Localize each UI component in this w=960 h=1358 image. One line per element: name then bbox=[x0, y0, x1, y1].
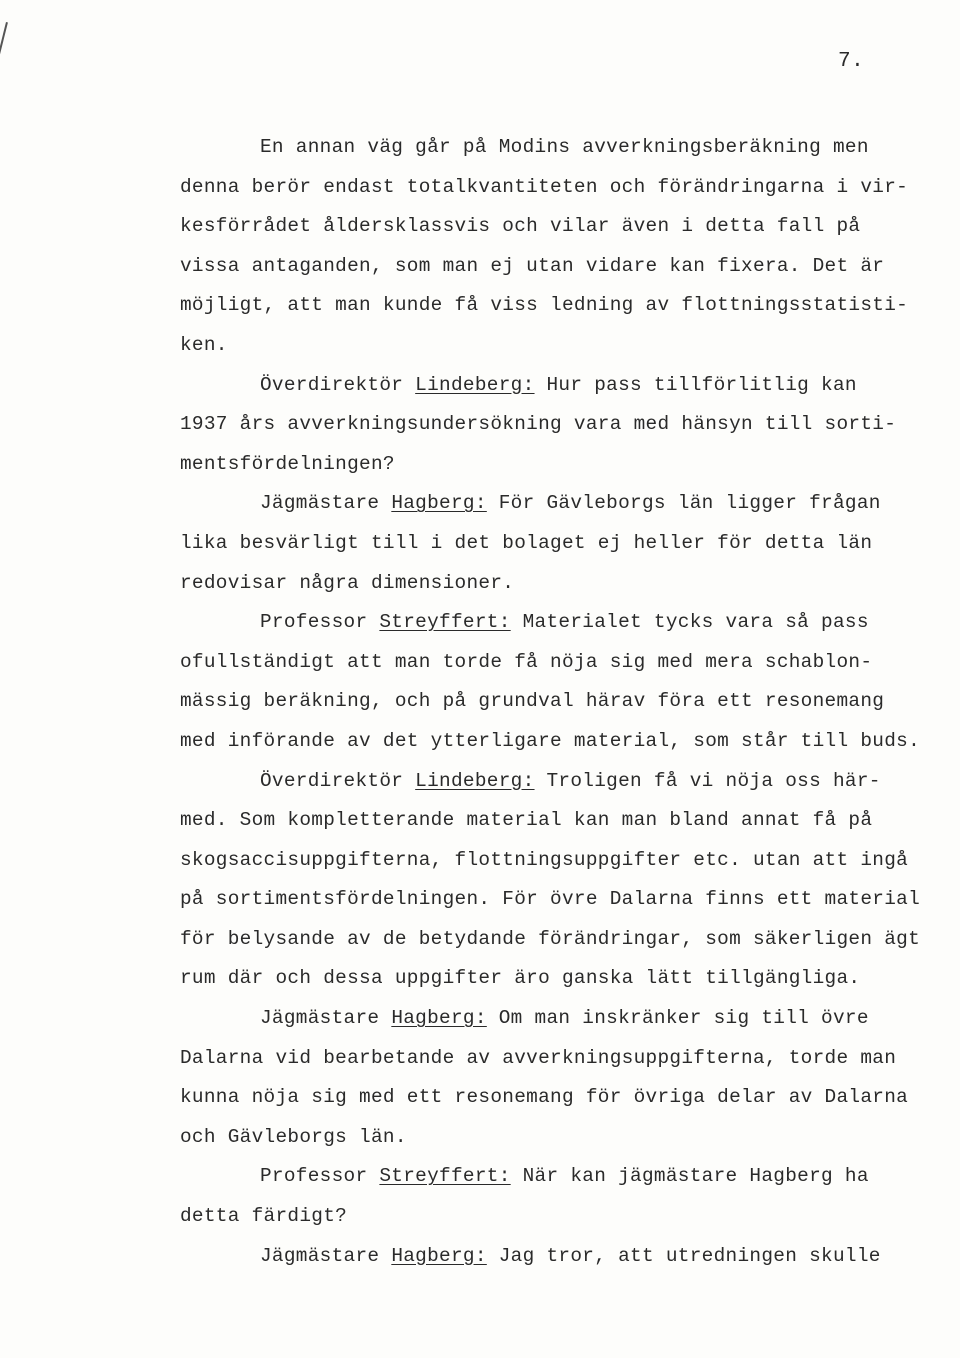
paragraph-p6 bbox=[180, 999, 914, 1157]
text-line bbox=[180, 207, 914, 247]
line-text: med införande av det ytterligare material, som står till buds. bbox=[180, 729, 921, 752]
line-text: 1937 års avverkningsundersökning vara med hänsyn till sorti- bbox=[180, 413, 897, 436]
line-text: redovisar några dimensioner. bbox=[180, 571, 515, 594]
text-line bbox=[180, 445, 914, 485]
line-text: detta färdigt? bbox=[180, 1205, 348, 1228]
line-text: denna berör endast totalkvantiteten och förändringarna i vir- bbox=[180, 175, 909, 198]
line-text: möjligt, att man kunde få viss ledning av flottningsstatisti- bbox=[180, 294, 909, 317]
line-text: För Gävleborgs län ligger frågan bbox=[486, 492, 881, 515]
speaker-name: Streyffert: bbox=[379, 1165, 511, 1188]
paragraph-p3 bbox=[180, 484, 914, 603]
text-line bbox=[180, 564, 914, 604]
line-text: på sortimentsfördelningen. För övre Dalarna finns ett material bbox=[180, 888, 921, 911]
speaker-name: Streyffert: bbox=[379, 611, 511, 634]
text-line bbox=[180, 366, 914, 406]
text-line bbox=[180, 762, 914, 802]
paragraph-p2 bbox=[180, 366, 914, 485]
text-line bbox=[180, 128, 914, 168]
line-text: Jägmästare bbox=[260, 492, 392, 515]
text-line bbox=[180, 168, 914, 208]
line-text: Om man inskränker sig till övre bbox=[486, 1007, 869, 1030]
speaker-name: Lindeberg: bbox=[415, 373, 535, 396]
line-text: lika besvärligt till i det bolaget ej heller för detta län bbox=[180, 531, 873, 554]
speaker-name: Hagberg: bbox=[391, 492, 487, 515]
text-line bbox=[180, 1078, 914, 1118]
document-body bbox=[180, 128, 921, 1276]
line-text: kunna nöja sig med ett resonemang för övriga delar av Dalarna bbox=[180, 1086, 909, 1109]
text-line bbox=[180, 286, 914, 326]
text-line bbox=[180, 326, 914, 366]
line-text: Jag tror, att utredningen skulle bbox=[486, 1244, 881, 1267]
text-line bbox=[180, 682, 914, 722]
line-text: mässig beräkning, och på grundval härav föra ett resonemang bbox=[180, 690, 885, 713]
speaker-name: Lindeberg: bbox=[415, 769, 535, 792]
text-line bbox=[180, 1039, 914, 1079]
paragraph-p7 bbox=[180, 1157, 914, 1236]
line-text: Jägmästare bbox=[260, 1244, 392, 1267]
line-text: Hur pass tillförlitlig kan bbox=[534, 373, 857, 396]
text-line bbox=[180, 999, 914, 1039]
margin-pencil-mark bbox=[0, 22, 8, 90]
text-line bbox=[180, 1197, 914, 1237]
text-line bbox=[180, 247, 914, 287]
line-text: Överdirektör bbox=[260, 769, 416, 792]
line-text: Materialet tycks vara så pass bbox=[510, 611, 869, 634]
line-text: Professor bbox=[260, 611, 380, 634]
line-text: Överdirektör bbox=[260, 373, 416, 396]
text-line bbox=[180, 1237, 914, 1277]
line-text: Professor bbox=[260, 1165, 380, 1188]
text-line bbox=[180, 801, 914, 841]
text-line bbox=[180, 484, 914, 524]
paragraph-p4 bbox=[180, 603, 921, 761]
line-text: och Gävleborgs län. bbox=[180, 1125, 407, 1148]
text-line bbox=[180, 841, 914, 881]
line-text: ken. bbox=[180, 333, 228, 356]
line-text: skogsaccisuppgifterna, flottningsuppgifter etc. utan att ingå bbox=[180, 848, 909, 871]
paragraph-p8 bbox=[180, 1237, 914, 1277]
speaker-name: Hagberg: bbox=[391, 1244, 487, 1267]
text-line bbox=[180, 920, 921, 960]
line-text: rum där och dessa uppgifter äro ganska lätt tillgängliga. bbox=[180, 967, 861, 990]
line-text: När kan jägmästare Hagberg ha bbox=[510, 1165, 869, 1188]
speaker-name: Hagberg: bbox=[391, 1007, 487, 1030]
text-line bbox=[180, 524, 914, 564]
text-line bbox=[180, 643, 914, 683]
line-text: ofullständigt att man torde få nöja sig med mera schablon- bbox=[180, 650, 873, 673]
text-line bbox=[180, 405, 914, 445]
text-line bbox=[180, 959, 914, 999]
text-line bbox=[180, 1157, 914, 1197]
line-text: mentsfördelningen? bbox=[180, 452, 395, 475]
text-line bbox=[180, 722, 921, 762]
line-text: Troligen få vi nöja oss här- bbox=[534, 769, 881, 792]
line-text: för belysande av de betydande förändringar, som säkerligen ägt bbox=[180, 927, 921, 950]
line-text: kesförrådet åldersklassvis och vilar även i detta fall på bbox=[180, 215, 861, 238]
text-line bbox=[180, 603, 914, 643]
line-text: Jägmästare bbox=[260, 1007, 392, 1030]
paragraph-p5 bbox=[180, 762, 921, 1000]
page-number: 7. bbox=[838, 50, 865, 73]
text-line bbox=[180, 1118, 914, 1158]
paragraph-p1 bbox=[180, 128, 914, 366]
text-line bbox=[180, 880, 921, 920]
line-text: Dalarna vid bearbetande av avverkningsuppgifterna, torde man bbox=[180, 1046, 897, 1069]
line-text: vissa antaganden, som man ej utan vidare kan fixera. Det är bbox=[180, 254, 885, 277]
line-text: En annan väg går på Modins avverkningsberäkning men bbox=[260, 136, 869, 158]
line-text: med. Som kompletterande material kan man bland annat få på bbox=[180, 809, 873, 832]
